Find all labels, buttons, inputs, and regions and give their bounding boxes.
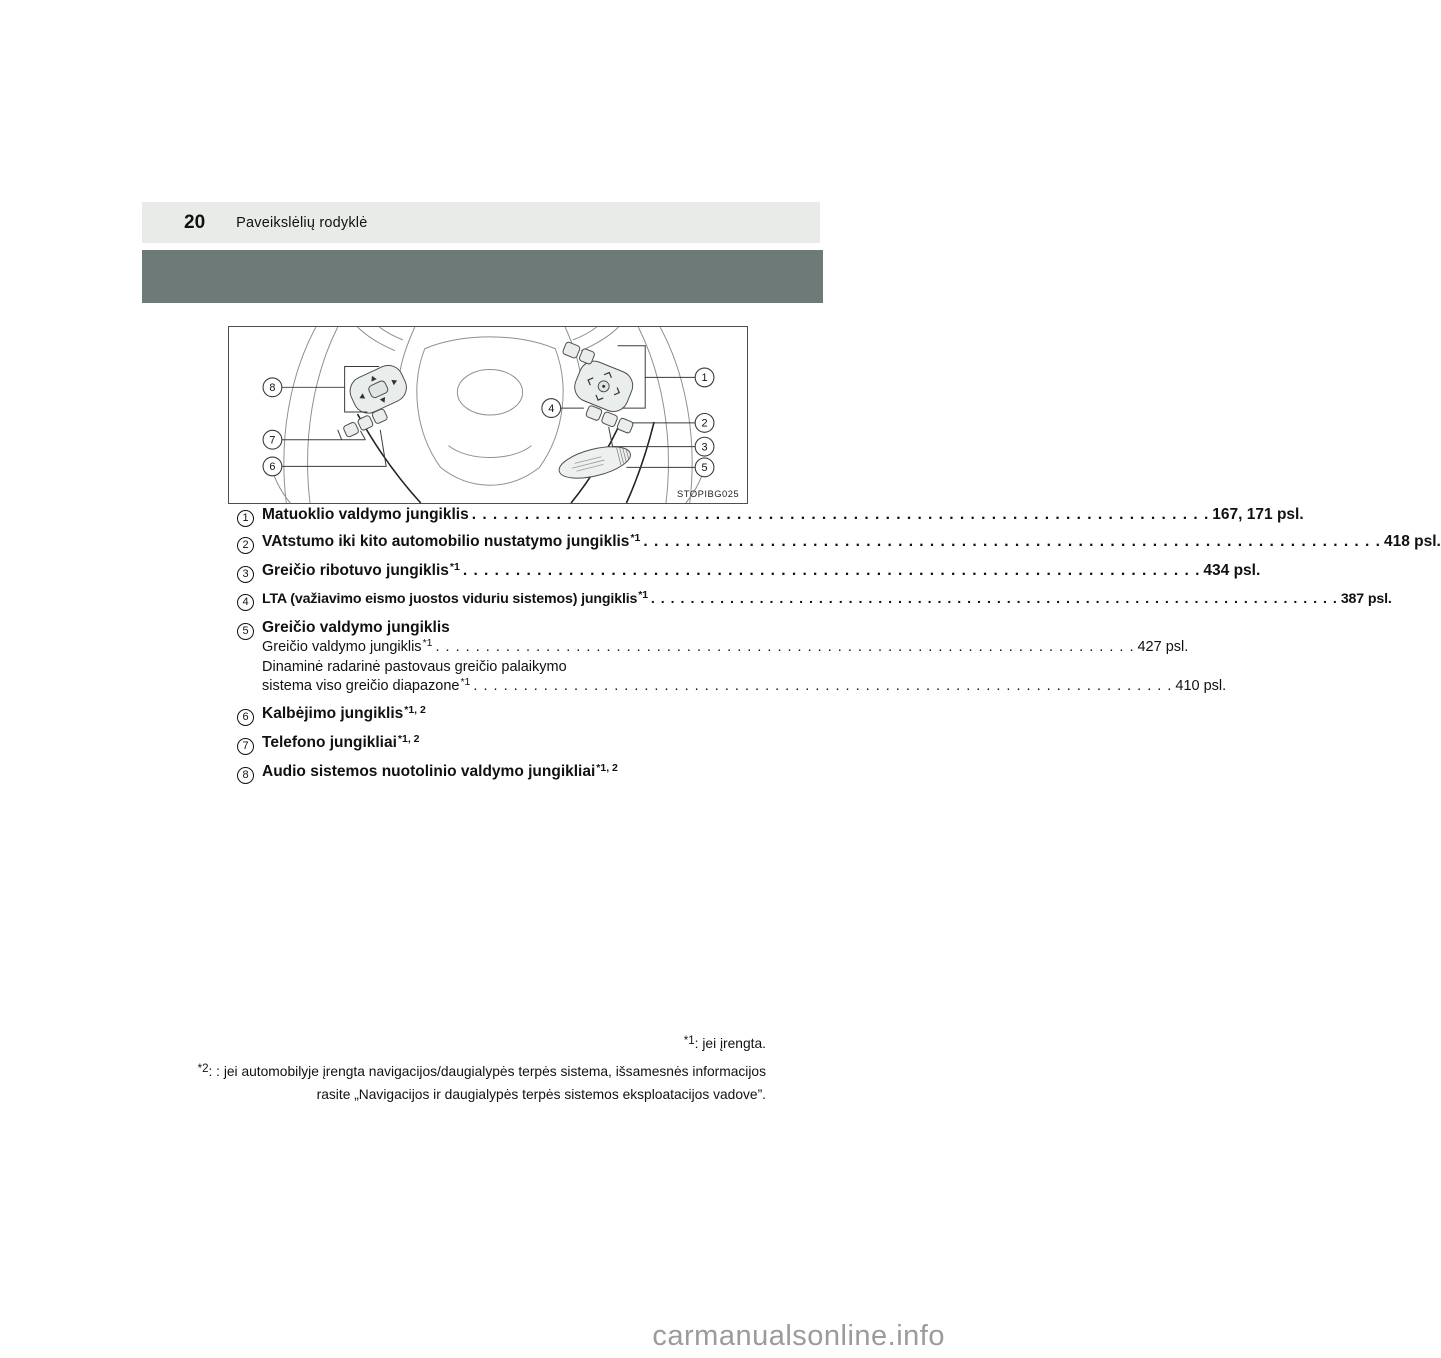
footnote-2 (190, 1061, 766, 1105)
index-subitem (262, 658, 738, 677)
footnote-ref: *1 (460, 676, 471, 688)
footnotes (190, 1033, 766, 1105)
item-sublines (262, 637, 1227, 697)
svg-text:1: 1 (701, 372, 708, 385)
svg-text:5: 5 (701, 462, 708, 475)
subitem-label: Dinaminė radarinė pastovaus greičio palaikymo (262, 659, 567, 675)
callout-5 (695, 458, 714, 477)
footnote-1 (190, 1033, 766, 1056)
index-item (237, 732, 738, 755)
cruise-control-stalk (556, 441, 633, 485)
footnote-2-text: : : jei automobilyje įrengta navigacijos/daugialypės terpės sistema, išsamesnės informacijos rasite „Navigacijos ir daugialypės terpės sistemos eksploatacijos vadove”. (208, 1064, 766, 1102)
audio-control-pad (345, 361, 411, 418)
item-number-badge: 6 (237, 709, 254, 726)
callout-7 (263, 430, 282, 449)
svg-text:3: 3 (701, 441, 708, 454)
svg-text:2: 2 (701, 417, 708, 430)
index-item-block (237, 761, 738, 784)
item-label: VAtstumo iki kito automobilio nustatymo jungiklis (262, 533, 630, 550)
page-reference: 434 psl. (1203, 562, 1261, 579)
index-item-block (237, 617, 1227, 697)
index-item (237, 504, 1304, 525)
index-item (237, 531, 1441, 554)
meter-control-pad (570, 357, 637, 416)
item-number-badge: 2 (237, 537, 254, 554)
index-item (237, 560, 1261, 583)
callout-badges (263, 368, 714, 477)
steering-wheel-diagram (229, 327, 747, 503)
index-item-block (237, 531, 1441, 554)
callout-2 (695, 414, 714, 433)
footnote-2-marker: *2 (197, 1063, 209, 1075)
leader-dots: . . . . . . . . . . . . . . . . . . . . . . . . . . . . . . . . . . . . . . . . . . . . . . . . . . . . . . . . . . . . . . . . . . . . . . (650, 591, 1338, 607)
index-item (237, 761, 738, 784)
footnote-ref: *1 (449, 561, 460, 573)
footnote-ref: *1, 2 (397, 733, 420, 745)
footnote-ref: *1 (422, 637, 433, 649)
footnote-ref: *1 (630, 532, 641, 544)
svg-text:6: 6 (269, 461, 276, 474)
leader-dots: . . . . . . . . . . . . . . . . . . . . . . . . . . . . . . . . . . . . . . . . . . . . . . . . . . . . . . . . . . . . . . . . . . . . . . (473, 678, 1173, 694)
callout-lines (282, 346, 695, 468)
page-reference: 418 psl. (1383, 533, 1441, 550)
index-item-block (237, 504, 1304, 525)
index-item-block (237, 589, 1392, 611)
footnote-ref: *1, 2 (404, 704, 426, 716)
page-number: 20 (184, 211, 206, 233)
page-reference: 427 psl. (1137, 639, 1189, 655)
section-title: Paveikslėlių rodyklė (236, 214, 368, 231)
index-item (237, 703, 738, 726)
trip-buttons (562, 341, 595, 364)
item-number-badge: 7 (237, 738, 254, 755)
wheel-art (268, 327, 707, 503)
index-subitem (262, 676, 1227, 697)
index-item-block (237, 560, 1261, 583)
item-label: Greičio valdymo jungiklis (262, 619, 450, 636)
item-label: LTA (važiavimo eismo juostos viduriu sistemos) jungiklis (262, 591, 638, 607)
watermark: carmanualsonline.info (652, 1320, 945, 1352)
item-number-badge: 5 (237, 623, 254, 640)
page-reference: 387 psl. (1340, 591, 1392, 607)
leader-dots: . . . . . . . . . . . . . . . . . . . . . . . . . . . . . . . . . . . . . . . . . . . . . . . . . . . . . . . . . . . . . . . . . . . . . . (471, 506, 1210, 523)
item-number-badge: 8 (237, 767, 254, 784)
leader-dots: . . . . . . . . . . . . . . . . . . . . . . . . . . . . . . . . . . . . . . . . . . . . . . . . . . . . . . . . . . . . . . . . . . . . . . (643, 533, 1381, 550)
footnote-ref: *1, 2 (596, 762, 618, 774)
item-label: Matuoklio valdymo jungiklis (262, 506, 469, 523)
footnote-1-marker: *1 (683, 1035, 695, 1047)
svg-text:7: 7 (269, 434, 276, 447)
subitem-label: Greičio valdymo jungiklis (262, 639, 422, 655)
index-item-block (237, 703, 738, 726)
callout-1 (695, 368, 714, 387)
figure-box (228, 326, 748, 504)
callout-3 (695, 437, 714, 456)
svg-text:8: 8 (269, 382, 276, 395)
index-item (237, 589, 1392, 611)
footnote-ref: *1 (638, 589, 648, 601)
index-list (237, 504, 1441, 790)
leader-dots: . . . . . . . . . . . . . . . . . . . . . . . . . . . . . . . . . . . . . . . . . . . . . . . . . . . . . . . . . . . . . . . . . . . . . . (435, 639, 1135, 655)
chapter-color-band (142, 250, 823, 303)
index-subitem (262, 637, 1189, 658)
page-header-band (142, 202, 820, 243)
item-label: Greičio ribotuvo jungiklis (262, 562, 449, 579)
callout-6 (263, 457, 282, 476)
leader-dots: . . . . . . . . . . . . . . . . . . . . . . . . . . . . . . . . . . . . . . . . . . . . . . . . . . . . . . . . . . . . . . . . . . . . . . (462, 562, 1201, 579)
subitem-label: sistema viso greičio diapazone (262, 678, 460, 694)
item-label: Telefono jungikliai (262, 734, 397, 751)
callout-8 (263, 378, 282, 397)
footnote-1-text: : jei įrengta. (694, 1036, 766, 1051)
item-label: Audio sistemos nuotolinio valdymo jungikliai (262, 763, 596, 780)
item-label: Kalbėjimo jungiklis (262, 705, 404, 722)
item-number-badge: 1 (237, 510, 254, 527)
index-item-block (237, 732, 738, 755)
page-reference: 410 psl. (1175, 678, 1227, 694)
index-item (237, 617, 738, 638)
callout-4 (542, 399, 561, 418)
svg-text:4: 4 (548, 402, 555, 415)
figure-code: STOPIBG025 (677, 488, 740, 500)
item-number-badge: 4 (237, 594, 254, 611)
page-reference: 167, 171 psl. (1212, 506, 1304, 523)
item-number-badge: 3 (237, 566, 254, 583)
